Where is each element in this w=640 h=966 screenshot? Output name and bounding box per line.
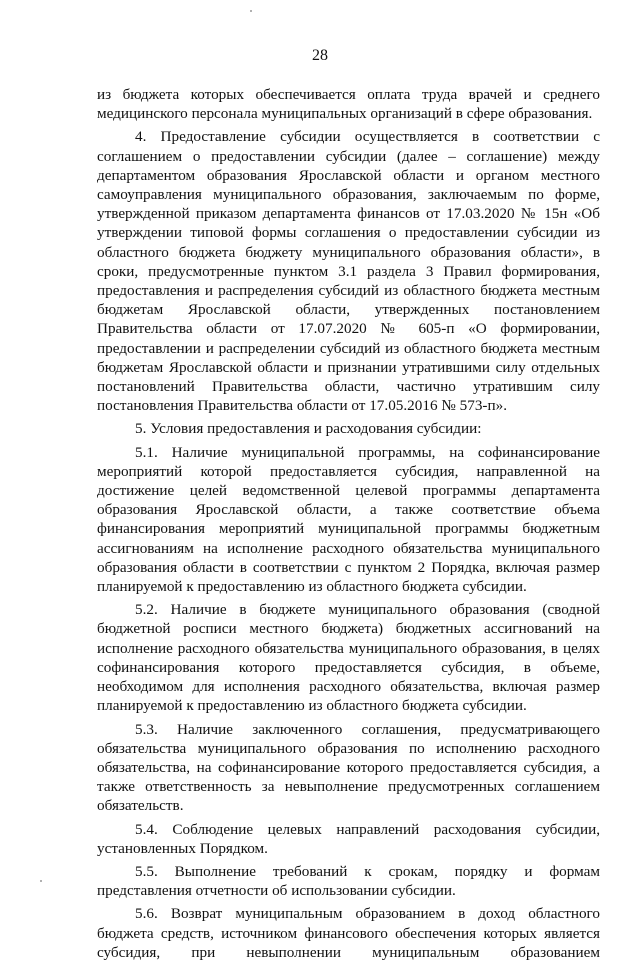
paragraph-item-5-5: 5.5. Выполнение требований к срокам, порядку и формам представления отчетности об использовании субсидии. [97, 862, 600, 900]
paragraph-item-5-3: 5.3. Наличие заключенного соглашения, предусматривающего обязательства муниципального образования по исполнению расходного обязательства, на софинансирование которого предоставляется субсидия, а также ответственность за невыполнение предусмотренных соглашением обязательств. [97, 720, 600, 815]
scan-speck [250, 10, 252, 12]
page-number: 28 [312, 47, 328, 64]
paragraph-item-5-1: 5.1. Наличие муниципальной программы, на софинансирование мероприятий которой предоставляется субсидия, направленной на достижение целей ведомственной целевой программы департамента образования Ярославской области, а также соответствие объема финансирования мероприятий муниципальной программы бюджетным ассигнованиям на исполнение расходного обязательства муниципального образования области в соответствии с пунктом 2 Порядка, включая размер планируемой к предоставлению из областного бюджета субсидии. [97, 443, 600, 596]
paragraph-item-5-6: 5.6. Возврат муниципальным образованием в доход областного бюджета средств, источником финансового обеспечения которых является субсидия, при невыполнении муниципальным образованием [97, 905, 600, 961]
paragraph-item-4: 4. Предоставление субсидии осуществляется в соответствии с соглашением о предоставлении субсидии (далее – соглашение) между департаментом образования Ярославской области и органом местного самоуправления муниципального образования, заключаемым по форме, утвержденной приказом департамента финансов от 17.03.2020 № 15н «Об утверждении типовой формы соглашения о предоставлении субсидии из областного бюджета бюджету муниципального образования области», в сроки, предусмотренные пунктом 3.1 раздела 3 Правил формирования, предоставления и распределения субсидий из областного бюджета местным бюджетам Ярославской области, утвержденных постановлением Правительства области от 17.07.2020 № 605-п «О формировании, предоставлении и распределении субсидий из областного бюджета местным бюджетам Ярославской области и признании утратившими силу отдельных постановлений Правительства области, частично утратившим силу постановления Правительства области от 17.05.2016 № 573-п». [97, 128, 600, 415]
scan-speck [40, 880, 42, 882]
document-body [97, 85, 600, 966]
paragraph-continuation: из бюджета которых обеспечивается оплата труда врачей и среднего медицинского персонала муниципальных организаций в сфере образования. [97, 86, 600, 123]
paragraph-item-5-2: 5.2. Наличие в бюджете муниципального образования (сводной бюджетной росписи местного бюджета) бюджетных ассигнований на исполнение расходного обязательства муниципального образования, в целях софинансирования которого предоставляется субсидия, в объеме, необходимом для исполнения расходного обязательства, включая размер планируемой к предоставлению из областного бюджета субсидии. [97, 601, 600, 715]
paragraph-item-5-4: 5.4. Соблюдение целевых направлений расходования субсидии, установленных Порядком. [97, 820, 600, 857]
paragraph-item-5: 5. Условия предоставления и расходования субсидии: [135, 420, 482, 438]
